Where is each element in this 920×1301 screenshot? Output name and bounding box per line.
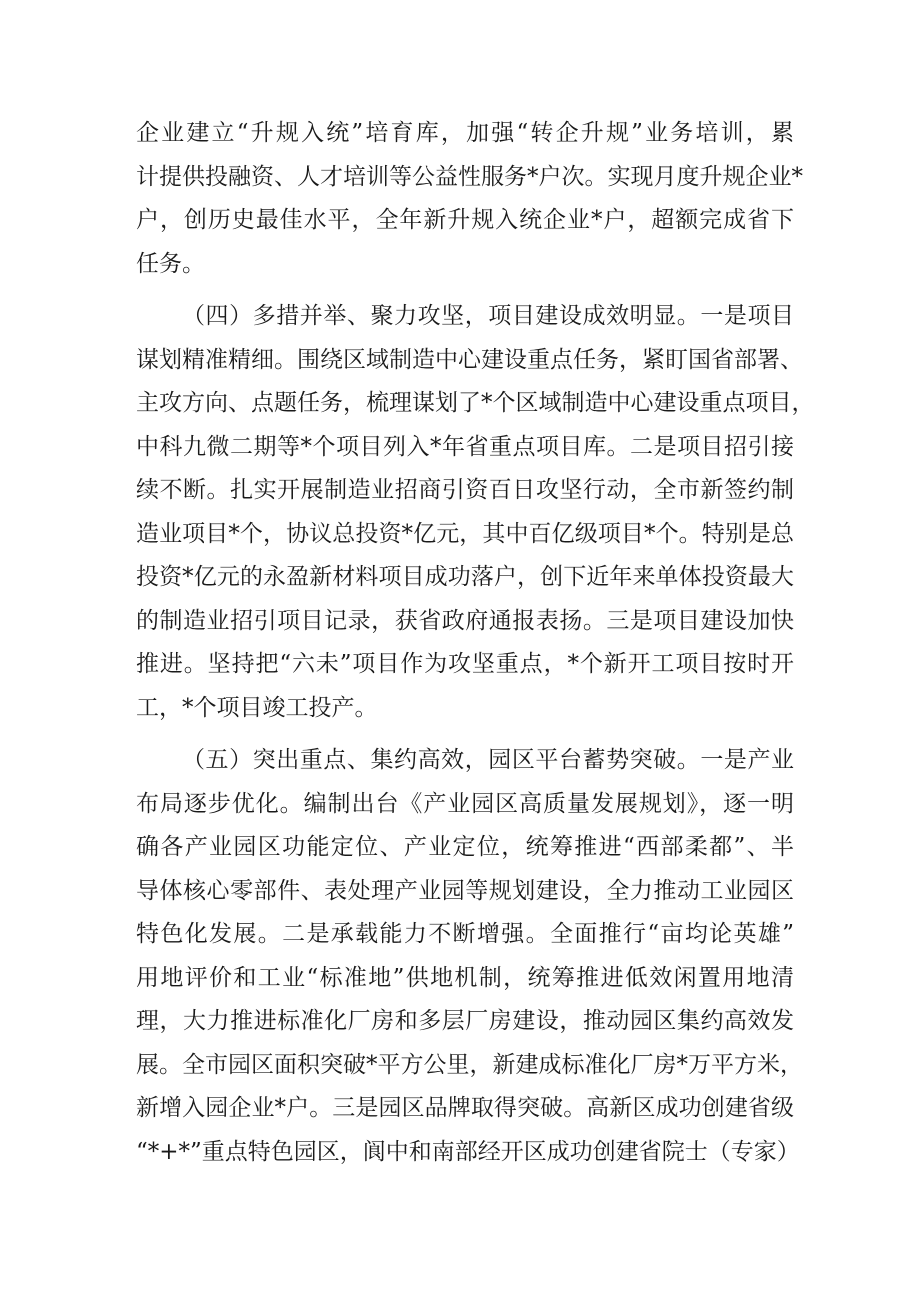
text-line: 展。全市园区面积突破*平方公里，新建成标准化厂房*万平方米， <box>136 1051 803 1078</box>
text-line: 投资*亿元的永盈新材料项目成功落户，创下近年来单体投资最大 <box>136 564 794 590</box>
text-line: 谋划精准精细。围绕区域制造中心建设重点任务，紧盯国省部署、 <box>136 346 803 373</box>
paragraph-continued <box>136 112 803 286</box>
paragraph-section-five <box>136 739 803 1174</box>
text-line: 户，创历史最佳水平，全年新升规入统企业*户，超额完成省下 <box>136 207 794 233</box>
text-line: 企业建立“升规入统”培育库，加强“转企升规”业务培训，累 <box>136 120 794 146</box>
document-body <box>136 112 815 1174</box>
text-line: 导体核心零部件、表处理产业园等规划建设，全力推动工业园区 <box>136 877 794 904</box>
text-line: 计提供投融资、人才培训等公益性服务*户次。实现月度升规企业* <box>136 163 803 190</box>
text-line: 推进。坚持把“六未”项目作为攻坚重点，*个新开工项目按时开 <box>136 651 794 677</box>
text-line: 的制造业招引项目记录，获省政府通报表扬。三是项目建设加快 <box>136 607 794 634</box>
text-line: 理，大力推进标准化厂房和多层厂房建设，推动园区集约高效发 <box>136 1008 794 1034</box>
paragraph-section-four <box>136 295 815 730</box>
text-line: 任务。 <box>136 250 205 277</box>
text-line: 用地评价和工业“标准地”供地机制，统筹推进低效闲置用地清 <box>136 964 794 991</box>
text-line: 工，*个项目竣工投产。 <box>136 694 378 721</box>
text-line: 布局逐步优化。编制出台《产业园区高质量发展规划》，逐一明 <box>136 790 794 817</box>
text-line: 特色化发展。二是承载能力不断增强。全面推行“亩均论英雄” <box>136 921 794 947</box>
text-line: 新增入园企业*户。三是园区品牌取得突破。高新区成功创建省级 <box>136 1095 794 1121</box>
text-line: “*+*”重点特色园区，阆中和南部经开区成功创建省院士（专家） <box>136 1138 800 1165</box>
text-line: （四）多措并举、聚力攻坚，项目建设成效明显。一是项目 <box>182 303 794 329</box>
text-line: 造业项目*个，协议总投资*亿元，其中百亿级项目*个。特别是总 <box>136 520 794 547</box>
text-line: （五）突出重点、集约高效，园区平台蓄势突破。一是产业 <box>182 747 794 773</box>
text-line: 确各产业园区功能定位、产业定位，统筹推进“西部柔都”、半 <box>136 834 794 860</box>
text-line: 中科九微二期等*个项目列入*年省重点项目库。二是项目招引接 <box>136 433 794 460</box>
text-line: 主攻方向、点题任务，梳理谋划了*个区域制造中心建设重点项目， <box>136 390 815 416</box>
text-line: 续不断。扎实开展制造业招商引资百日攻坚行动，全市新签约制 <box>136 477 794 503</box>
